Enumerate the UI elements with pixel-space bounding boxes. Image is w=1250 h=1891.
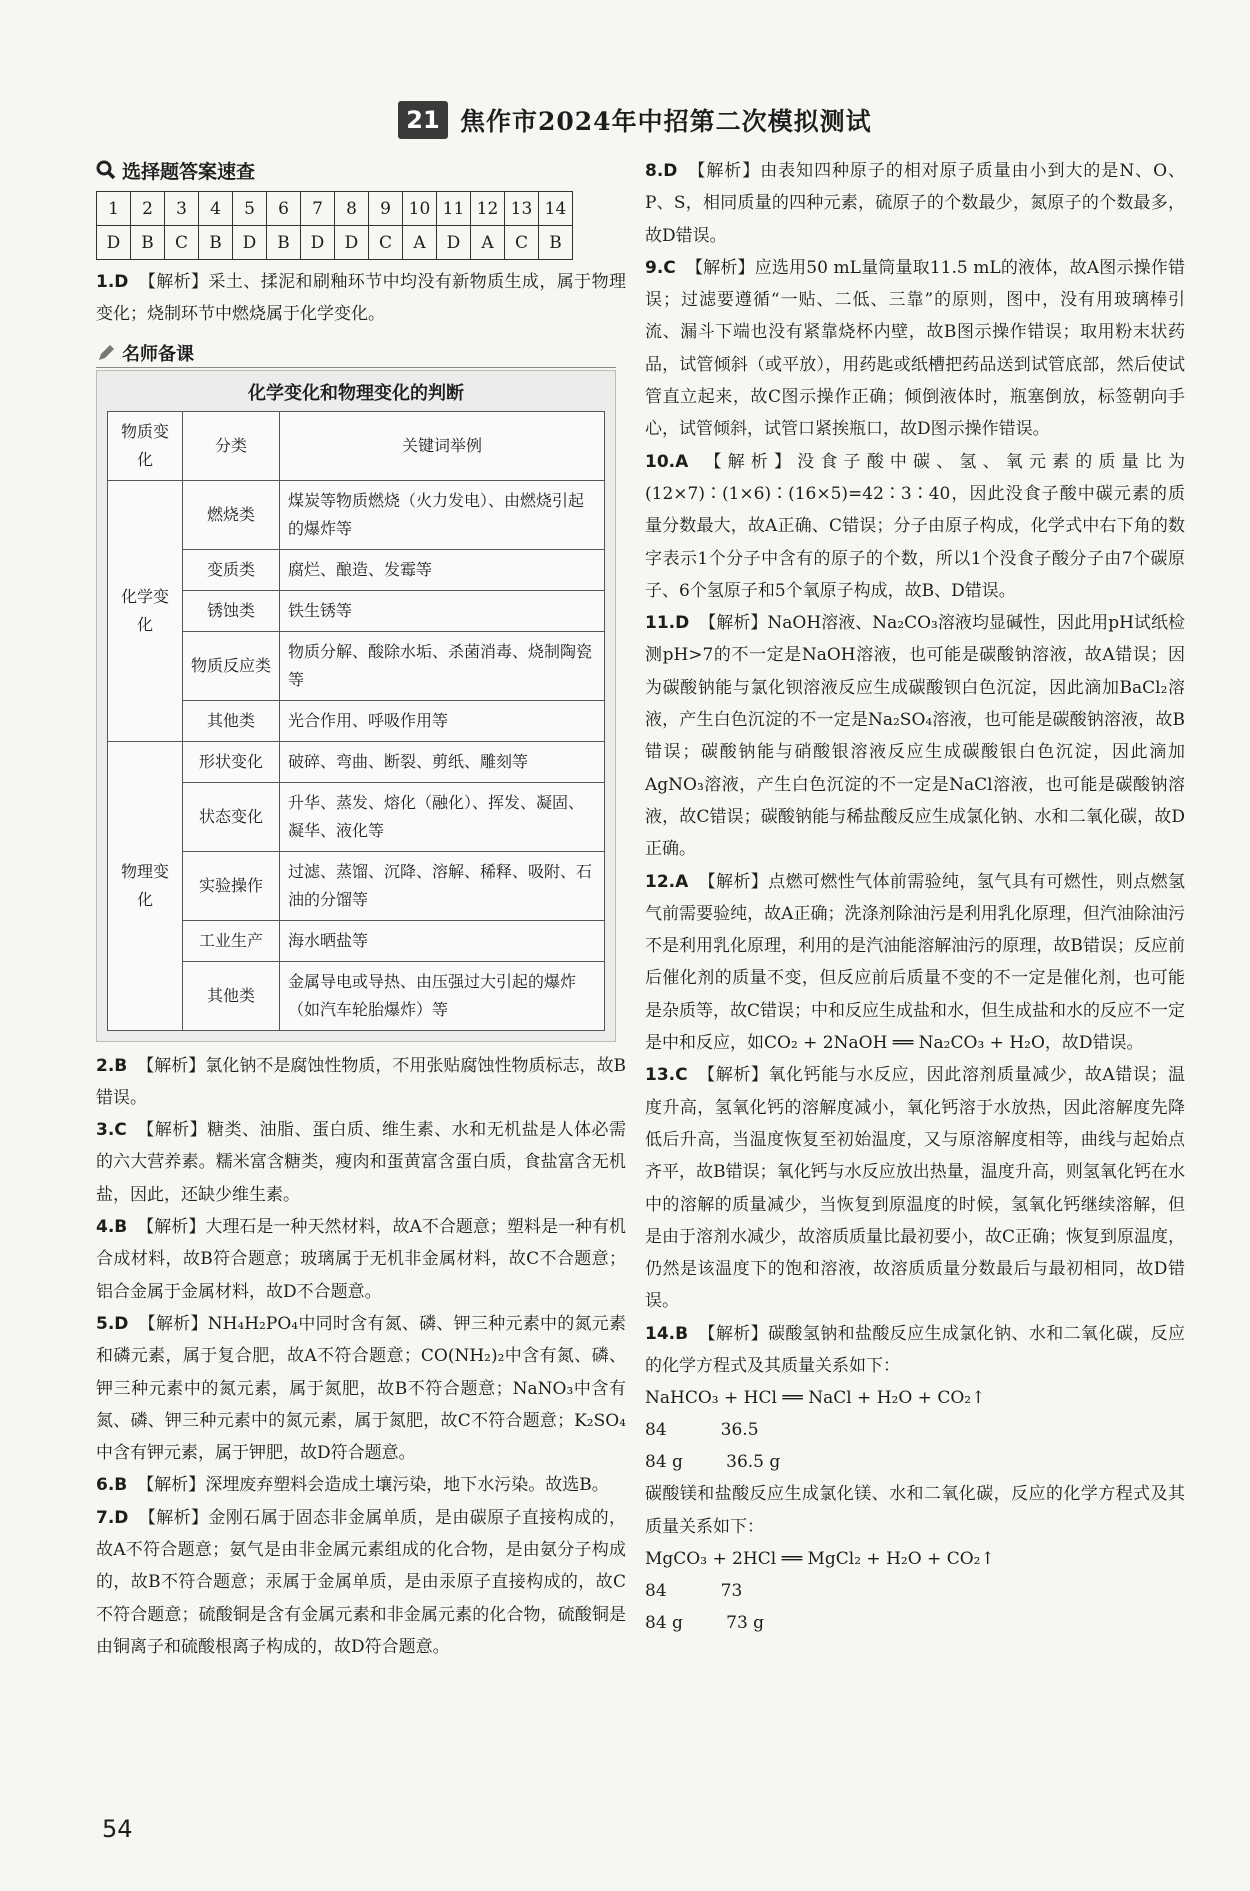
comparison-row: 变质类 腐烂、酿造、发霉等 xyxy=(108,549,605,590)
equation-1-mass: 84 36.5 xyxy=(645,1420,759,1441)
answer-value-cell: A xyxy=(471,226,505,260)
comparison-title: 化学变化和物理变化的判断 xyxy=(248,382,464,404)
test-title: 焦作市2024年中招第二次模拟测试 xyxy=(460,107,872,136)
question-6: 6.B 【解析】深埋废弃塑料会造成土壤污染，地下水污染。故选B。 xyxy=(96,1475,609,1496)
answer-value-cell: D xyxy=(437,226,471,260)
teacher-notes-heading: 名师备课 xyxy=(96,339,616,368)
answer-value-cell: B xyxy=(267,226,301,260)
comparison-header-row: 物质变化 分类 关键词举例 xyxy=(108,411,605,480)
left-column xyxy=(96,155,626,1663)
answer-value-cell: B xyxy=(131,226,165,260)
question-1: 1.D 【解析】采土、揉泥和刷釉环节中均没有新物质生成，属于物理变化；烧制环节中燃烧属于化学变化。 xyxy=(96,272,627,325)
comparison-box xyxy=(96,370,616,1042)
answer-number-cell: 9 xyxy=(369,192,403,226)
page-title xyxy=(398,100,872,140)
equation-2: MgCO₃ + 2HCl ══ MgCl₂ + H₂O + CO₂↑ xyxy=(645,1548,995,1569)
answer-number-cell: 2 xyxy=(131,192,165,226)
comparison-row: 物质反应类 物质分解、酸除水垢、杀菌消毒、烧制陶瓷等 xyxy=(108,631,605,700)
question-5: 5.D 【解析】NH₄H₂PO₄中同时含有氮、磷、钾三种元素中的氮元素和磷元素，属于复合肥，故A不符合题意；CO(NH₂)₂中含有氮、磷、钾三种元素中的氮元素，属于氮肥，故B不符合题意；NaNO₃中含有氮、磷、钾三种元素中的氮元素，属于氮肥，故C不符合题意；K₂SO₄中含有钾元素，属于钾肥，故D符合题意。 xyxy=(96,1313,626,1464)
equation-2-mass: 84 73 xyxy=(645,1580,743,1601)
comparison-table xyxy=(107,411,605,1031)
comparison-row: 锈蚀类 铁生锈等 xyxy=(108,590,605,631)
answer-number-cell: 12 xyxy=(471,192,505,226)
answer-value-cell: B xyxy=(539,226,573,260)
question-10: 10.A 【解析】没食子酸中碳、氢、氧元素的质量比为(12×7)∶(1×6)∶(16×5)=42∶3∶40，因此没食子酸中碳元素的质量分数最大，故A正确、C错误；分子由原子构成，化学式中右下角的数字表示1个分子中含有的原子的个数，所以1个没食子酸分子由7个碳原子、6个氢原子和5个氧原子构成，故B、D错误。 xyxy=(645,451,1186,601)
answer-number-cell: 5 xyxy=(233,192,267,226)
question-13: 13.C 【解析】氧化钙能与水反应，因此溶剂质量减少，故A错误；温度升高，氢氧化钙的溶解度减小，氧化钙溶于水放热，因此溶解度先降低后升高，当温度恢复至初始温度，又与原溶解度相等，曲线与起始点齐平，故B错误；氧化钙与水反应放出热量，温度升高，则氢氧化钙在水中的溶解的质量减少，当恢复到原温度的时候，氢氧化钙继续溶解，但是由于溶剂水减少，故溶质质量比最初要小，故C正确；恢复到原温度，仍然是该温度下的饱和溶液，故溶质质量分数最后与最初相同，故D错误。 xyxy=(645,1065,1186,1312)
page-number: 54 xyxy=(102,1815,133,1843)
question-4: 4.B 【解析】大理石是一种天然材料，故A不合题意；塑料是一种有机合成材料，故B符合题意；玻璃属于无机非金属材料，故C不合题意；铝合金属于金属材料，故D不合题意。 xyxy=(96,1217,627,1302)
answer-value-cell: D xyxy=(335,226,369,260)
right-column xyxy=(645,155,1185,1639)
answer-number-cell: 4 xyxy=(199,192,233,226)
comparison-row: 物理变化 形状变化 破碎、弯曲、断裂、剪纸、雕刻等 xyxy=(108,741,605,782)
question-2: 2.B 【解析】氯化钠不是腐蚀性物质，不用张贴腐蚀性物质标志，故B错误。 xyxy=(96,1055,626,1108)
answer-number-row xyxy=(97,192,573,226)
pen-icon xyxy=(96,343,116,363)
answer-value-cell: C xyxy=(369,226,403,260)
answer-number-cell: 10 xyxy=(403,192,437,226)
answer-number-cell: 14 xyxy=(539,192,573,226)
answer-number-cell: 13 xyxy=(505,192,539,226)
comparison-row: 其他类 金属导电或导热、由压强过大引起的爆炸（如汽车轮胎爆炸）等 xyxy=(108,961,605,1030)
question-7: 7.D 【解析】金刚石属于固态非金属单质，是由碳原子直接构成的，故A不符合题意；氨气是由非金属元素组成的化合物，是由氨分子构成的，故B不符合题意；汞属于金属单质，是由汞原子直接构成的，故C不符合题意；硫酸铜是含有金属元素和非金属元素的化合物，硫酸铜是由铜离子和硫酸根离子构成的，故D符合题意。 xyxy=(96,1507,627,1657)
equation-2-mass-g: 84 g 73 g xyxy=(645,1612,765,1633)
search-icon xyxy=(96,160,116,180)
comparison-row: 其他类 光合作用、呼吸作用等 xyxy=(108,700,605,741)
answer-value-cell: D xyxy=(233,226,267,260)
answer-number-cell: 8 xyxy=(335,192,369,226)
answer-number-cell: 3 xyxy=(165,192,199,226)
question-3: 3.C 【解析】糖类、油脂、蛋白质、维生素、水和无机盐是人体必需的六大营养素。糯米富含糖类，瘦肉和蛋黄富含蛋白质，食盐富含无机盐，因此，还缺少维生素。 xyxy=(96,1120,627,1205)
equation-1: NaHCO₃ + HCl ══ NaCl + H₂O + CO₂↑ xyxy=(645,1388,986,1409)
question-12: 12.A 【解析】点燃可燃性气体前需验纯，氢气具有可燃性，则点燃氢气前需要验纯，故A正确；洗涤剂除油污是利用乳化原理，但汽油除油污不是利用乳化原理，利用的是汽油能溶解油污的原理，故B错误；反应前后催化剂的质量不变，但反应前后质量不变的不一定是催化剂，也可能是杂质等，故C错误；中和反应生成盐和水，但生成盐和水的反应不一定是中和反应，如CO₂ + 2NaOH ══ Na₂CO₃ + H₂O，故D错误。 xyxy=(645,871,1186,1054)
answer-value-cell: D xyxy=(301,226,335,260)
answer-value-cell: D xyxy=(97,226,131,260)
answer-table xyxy=(96,191,573,260)
answer-value-cell: B xyxy=(199,226,233,260)
answer-number-cell: 1 xyxy=(97,192,131,226)
quick-answer-heading: 选择题答案速查 xyxy=(96,155,626,185)
answer-number-cell: 7 xyxy=(301,192,335,226)
comparison-row: 实验操作 过滤、蒸馏、沉降、溶解、稀释、吸附、石油的分馏等 xyxy=(108,851,605,920)
question-14: 14.B 【解析】碳酸氢钠和盐酸反应生成氯化钠、水和二氧化碳，反应的化学方程式及其质量关系如下： xyxy=(645,1323,1186,1376)
answer-value-cell: C xyxy=(165,226,199,260)
comparison-row: 化学变化 燃烧类 煤炭等物质燃烧（火力发电）、由燃烧引起的爆炸等 xyxy=(108,480,605,549)
answer-value-cell: C xyxy=(505,226,539,260)
comparison-row: 工业生产 海水晒盐等 xyxy=(108,920,605,961)
answer-value-cell: A xyxy=(403,226,437,260)
question-9: 9.C 【解析】应选用50 mL量筒量取11.5 mL的液体，故A图示操作错误；过滤要遵循“一贴、二低、三靠”的原则，图中，没有用玻璃棒引流、漏斗下端也没有紧靠烧杯内壁，故B图示操作错误；取用粉末状药品，试管倾斜（或平放），用药匙或纸槽把药品送到试管底部，然后使试管直立起来，故C图示操作正确；倾倒液体时，瓶塞倒放，标签朝向手心，试管倾斜，试管口紧挨瓶口，故D图示操作错误。 xyxy=(645,257,1186,440)
answer-number-cell: 11 xyxy=(437,192,471,226)
question-14-text2: 碳酸镁和盐酸反应生成氯化镁、水和二氧化碳，反应的化学方程式及其质量关系如下： xyxy=(645,1484,1185,1537)
comparison-row: 状态变化 升华、蒸发、熔化（融化）、挥发、凝固、凝华、液化等 xyxy=(108,782,605,851)
question-11: 11.D 【解析】NaOH溶液、Na₂CO₃溶液均显碱性，因此用pH试纸检测pH>7的不一定是NaOH溶液，也可能是碳酸钠溶液，故A错误；因为碳酸钠能与氯化钡溶液反应生成碳酸钡白色沉淀，因此滴加BaCl₂溶液，产生白色沉淀的不一定是Na₂SO₄溶液，也可能是碳酸钠溶液，故B错误；碳酸钠能与硝酸银溶液反应生成碳酸银白色沉淀，因此滴加AgNO₃溶液，产生白色沉淀的不一定是NaCl溶液，也可能是碳酸钠溶液，故C错误；碳酸钠能与稀盐酸反应生成氯化钠、水和二氧化碳，故D正确。 xyxy=(645,613,1185,860)
question-8: 8.D 【解析】由表知四种原子的相对原子质量由小到大的是N、O、P、S，相同质量的四种元素，硫原子的个数最少，氮原子的个数最多，故D错误。 xyxy=(645,161,1186,246)
answer-number-cell: 6 xyxy=(267,192,301,226)
equation-1-mass-g: 84 g 36.5 g xyxy=(645,1452,781,1473)
test-number-badge: 21 xyxy=(398,101,448,139)
answer-value-row xyxy=(97,226,573,260)
